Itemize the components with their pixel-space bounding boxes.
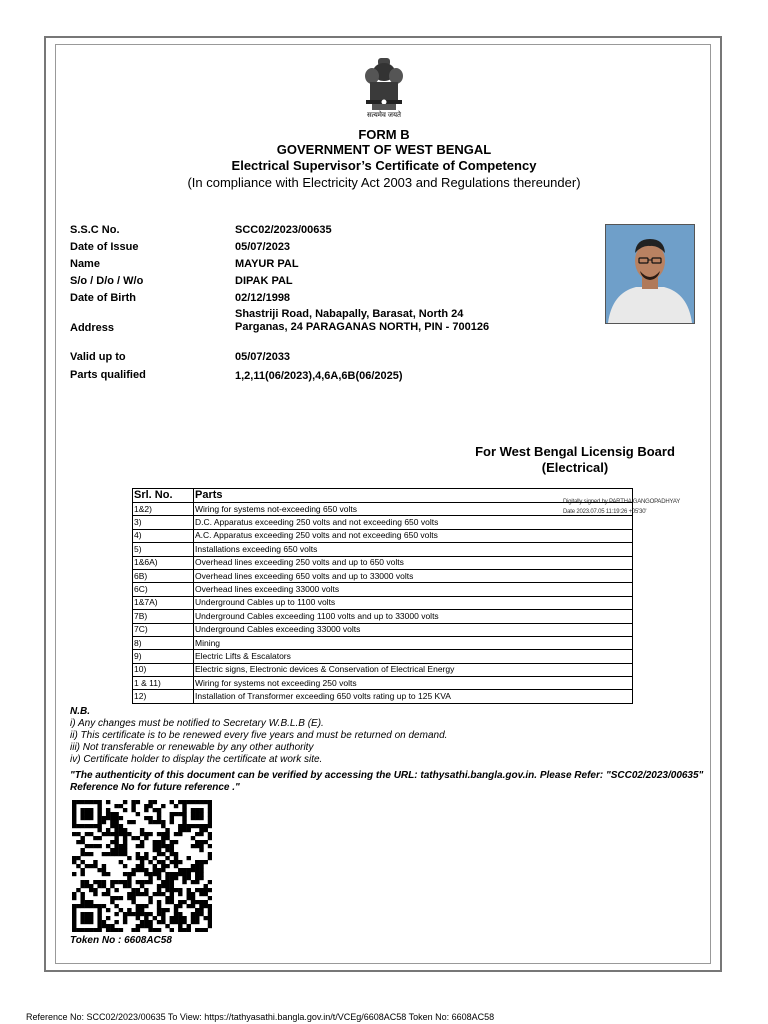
dob-label: Date of Birth	[70, 292, 136, 304]
srl-cell: 1 & 11)	[133, 677, 194, 690]
parts-cell: D.C. Apparatus exceeding 250 volts and not exceeding 650 volts	[194, 516, 633, 529]
note-item: iii) Not transferable or renewable by any other authority	[70, 742, 314, 753]
certificate-title: Electrical Supervisor’s Certificate of Competency	[231, 158, 537, 173]
parts-label: Parts qualified	[70, 369, 146, 381]
srl-cell: 1&6A)	[133, 556, 194, 569]
srl-cell: 4)	[133, 529, 194, 542]
parts-cell: Mining	[194, 636, 633, 649]
token-number: Token No : 6608AC58	[70, 935, 172, 946]
authenticity-note: "The authenticity of this document can be verified by accessing the URL: tathysathi.bangla.gov.in. Please Refer: "SCC02/2023/00635" Reference No for future reference ."	[70, 770, 704, 793]
parts-cell: Installations exceeding 650 volts	[194, 543, 633, 556]
person-photo-icon	[606, 225, 694, 323]
parts-cell: Overhead lines exceeding 250 volts and up to 650 volts	[194, 556, 633, 569]
note-item: ii) This certificate is to be renewed every five years and must be returned on demand.	[70, 730, 448, 741]
table-row	[133, 556, 633, 569]
emblem-motto: सत्यमेव जयते	[366, 112, 402, 119]
parts-cell: Underground Cables exceeding 1100 volts and up to 33000 volts	[194, 610, 633, 623]
note-item: iv) Certificate holder to display the certificate at work site.	[70, 754, 323, 765]
note-item: i) Any changes must be notified to Secretary W.B.L.B (E).	[70, 718, 324, 729]
table-row	[133, 569, 633, 582]
table-row	[133, 636, 633, 649]
srl-cell: 10)	[133, 663, 194, 676]
parts-cell: Electric Lifts & Escalators	[194, 650, 633, 663]
table-row	[133, 516, 633, 529]
valid-value: 05/07/2033	[235, 351, 291, 363]
relation-value: DIPAK PAL	[235, 275, 293, 287]
issue-date-value: 05/07/2023	[235, 241, 291, 253]
srl-cell: 9)	[133, 650, 194, 663]
board-name: For West Bengal Licensig Board	[475, 444, 675, 459]
parts-cell: Overhead lines exceeding 33000 volts	[194, 583, 633, 596]
ssc-label: S.S.C No.	[70, 224, 120, 236]
table-row	[133, 663, 633, 676]
parts-cell: Installation of Transformer exceeding 650 volts rating up to 125 KVA	[194, 690, 633, 703]
table-row	[133, 529, 633, 542]
table-row	[133, 543, 633, 556]
footer-reference: Reference No: SCC02/2023/00635 To View: https://tathyasathi.bangla.gov.in/t/VCEg/6608AC58 Token No: 6608AC58	[26, 1012, 495, 1022]
table-row	[133, 650, 633, 663]
table-header-row	[133, 489, 633, 503]
parts-cell: Wiring for systems not-exceeding 650 volts	[194, 503, 633, 516]
table-row	[133, 610, 633, 623]
srl-cell: 5)	[133, 543, 194, 556]
name-value: MAYUR PAL	[235, 258, 299, 270]
srl-cell: 12)	[133, 690, 194, 703]
dob-value: 02/12/1998	[235, 292, 291, 304]
srl-cell: 6C)	[133, 583, 194, 596]
ssc-value: SCC02/2023/00635	[235, 224, 332, 236]
srl-cell: 8)	[133, 636, 194, 649]
parts-table	[132, 488, 633, 704]
form-title: FORM B	[358, 127, 410, 142]
compliance-note: (In compliance with Electricity Act 2003 and Regulations thereunder)	[187, 175, 581, 190]
table-row	[133, 583, 633, 596]
parts-cell: Underground Cables up to 1100 volts	[194, 596, 633, 609]
parts-cell: Underground Cables exceeding 33000 volts	[194, 623, 633, 636]
valid-label: Valid up to	[70, 351, 126, 363]
name-label: Name	[70, 258, 100, 270]
srl-header: Srl. No.	[133, 489, 194, 503]
parts-cell: A.C. Apparatus exceeding 250 volts and not exceeding 650 volts	[194, 529, 633, 542]
parts-value: 1,2,11(06/2023),4,6A,6B(06/2025)	[235, 370, 403, 382]
table-row	[133, 677, 633, 690]
government-title: GOVERNMENT OF WEST BENGAL	[276, 142, 492, 157]
signature-line-1: Digitally signed by PARTHA GANGOPADHYAY	[563, 499, 681, 505]
issue-date-label: Date of Issue	[70, 241, 139, 253]
table-row	[133, 623, 633, 636]
table-row	[133, 503, 633, 516]
srl-cell: 1&7A)	[133, 596, 194, 609]
holder-photo	[605, 224, 695, 324]
qr-code-icon[interactable]	[72, 800, 212, 932]
relation-label: S/o / D/o / W/o	[70, 275, 144, 287]
table-row	[133, 596, 633, 609]
address-label: Address	[70, 322, 115, 334]
parts-cell: Electric signs, Electronic devices & Conservation of Electrical Energy	[194, 663, 633, 676]
srl-cell: 6B)	[133, 569, 194, 582]
parts-cell: Overhead lines exceeding 650 volts and up to 33000 volts	[194, 569, 633, 582]
notes-title: N.B.	[70, 706, 90, 717]
table-row	[133, 690, 633, 703]
srl-cell: 7B)	[133, 610, 194, 623]
srl-cell: 3)	[133, 516, 194, 529]
srl-cell: 1&2)	[133, 503, 194, 516]
parts-cell: Wiring for systems not exceeding 250 volts	[194, 677, 633, 690]
board-subtitle: (Electrical)	[541, 460, 609, 475]
address-value: Shastriji Road, Nabapally, Barasat, North 24 Parganas, 24 PARAGANAS NORTH, PIN - 700126	[235, 308, 490, 333]
srl-cell: 7C)	[133, 623, 194, 636]
parts-header: Parts	[194, 489, 633, 503]
signature-line-2: Date 2023.07.05 11:19:26 +05'30'	[563, 509, 647, 515]
